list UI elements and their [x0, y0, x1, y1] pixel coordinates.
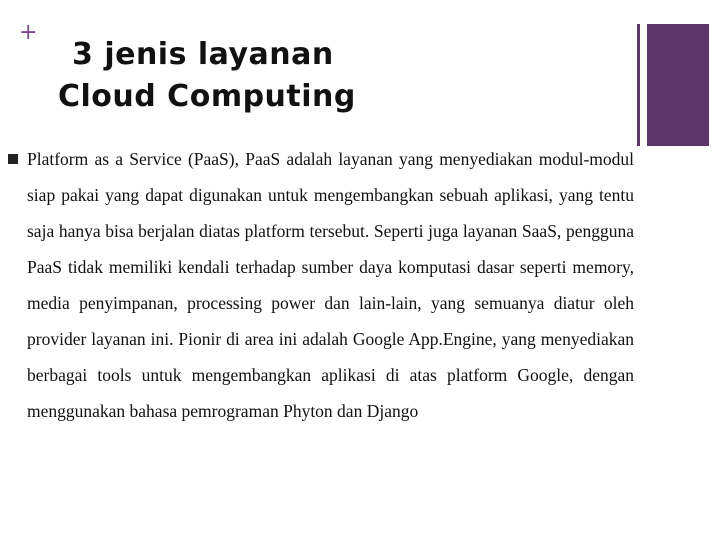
accent-bar — [647, 24, 709, 146]
square-bullet-icon — [8, 154, 18, 164]
slide-title — [58, 34, 618, 118]
body-text: Platform as a Service (PaaS), PaaS adalah layanan yang menyediakan modul-modul siap pakai yang dapat digunakan untuk mengembangkan sebuah aplikasi, yang tentu saja hanya bisa berjalan diatas platform tersebut. Seperti juga layanan SaaS, pengguna PaaS tidak memiliki kendali terhadap sumber daya komputasi dasar seperti memory, media penyimpanan, processing power dan lain-lain, yang semuanya diatur oleh provider layanan ini. Pionir di area ini adalah Google App.Engine, yang menyediakan berbagai tools untuk mengembangkan aplikasi di atas platform Google, dengan menggunakan bahasa pemrograman Phyton dan Django — [27, 149, 634, 421]
title-line-2: Cloud Computing — [58, 79, 356, 114]
accent-line — [637, 24, 640, 146]
title-line-1: 3 jenis layanan — [72, 37, 334, 72]
plus-icon: + — [19, 20, 38, 45]
